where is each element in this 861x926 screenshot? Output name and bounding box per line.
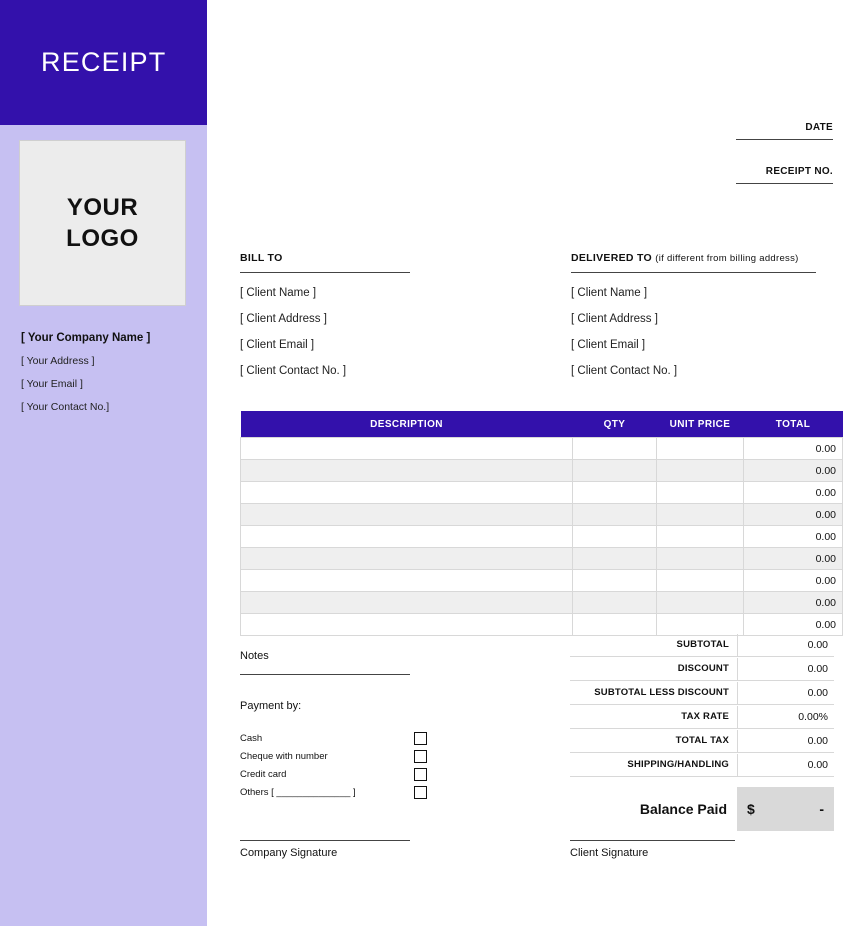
cell-total: 0.00 [744,548,843,570]
totals-label-tax-rate: TAX RATE [681,711,729,722]
cell-description[interactable] [241,592,573,614]
balance-paid-row [570,787,834,831]
cell-qty[interactable] [573,592,657,614]
cell-description[interactable] [241,614,573,636]
cell-total: 0.00 [744,614,843,636]
column-header-description: DESCRIPTION [241,411,573,438]
cell-unit-price[interactable] [657,548,744,570]
balance-paid-value-box [737,787,834,831]
cell-unit-price[interactable] [657,438,744,460]
cell-qty[interactable] [573,482,657,504]
payment-method-title: Payment by: [240,700,302,712]
cell-qty[interactable] [573,570,657,592]
totals-label-total-tax: TOTAL TAX [675,735,729,746]
logo-text [66,192,139,254]
table-header-row [241,411,843,438]
checkbox-icon[interactable] [414,786,427,799]
totals-value-discount[interactable]: 0.00 [737,658,834,680]
cell-description[interactable] [241,482,573,504]
date-field[interactable]: DATE [736,122,833,140]
notes-block[interactable] [240,650,410,675]
payment-option-cheque[interactable] [240,747,427,765]
table-row[interactable] [241,504,843,526]
payment-option-label: Cheque with number [240,750,328,762]
totals-label-discount: DISCOUNT [677,663,729,674]
cell-qty[interactable] [573,548,657,570]
cell-total: 0.00 [744,438,843,460]
cell-description[interactable] [241,570,573,592]
totals-row-discount [570,657,834,681]
totals-label-shipping-handling: SHIPPING/HANDLING [627,759,729,770]
totals-row-tax-rate [570,705,834,729]
cell-unit-price[interactable] [657,460,744,482]
balance-paid-value: - [819,801,824,817]
cell-total: 0.00 [744,570,843,592]
table-row[interactable] [241,482,843,504]
cell-unit-price[interactable] [657,592,744,614]
notes-label: Notes [240,650,410,675]
company-name: [ Your Company Name ] [21,332,151,344]
checkbox-icon[interactable] [414,750,427,763]
bill-to-heading: BILL TO [240,252,410,273]
cell-total: 0.00 [744,504,843,526]
delivered-to-client-name[interactable]: [ Client Name ] [571,287,648,299]
sidebar [0,0,207,926]
cell-qty[interactable] [573,504,657,526]
balance-paid-label: Balance Paid [639,801,727,817]
totals-row-total-tax [570,729,834,753]
cell-description[interactable] [241,460,573,482]
payment-option-label: Cash [240,732,263,744]
payment-option-label: Others [ ______________ ] [240,786,356,798]
table-row[interactable] [241,570,843,592]
cell-total: 0.00 [744,526,843,548]
table-row[interactable] [241,438,843,460]
bill-to-client-address[interactable]: [ Client Address ] [240,313,327,325]
cell-qty[interactable] [573,438,657,460]
totals-value-shipping-handling[interactable]: 0.00 [737,754,834,776]
cell-total: 0.00 [744,460,843,482]
balance-currency-symbol: $ [747,801,755,817]
receipt-number-field[interactable]: RECEIPT NO. [736,166,833,184]
totals-value-subtotal: 0.00 [737,634,834,656]
client-signature-line[interactable]: Client Signature [570,840,735,859]
bill-to-client-name[interactable]: [ Client Name ] [240,287,317,299]
cell-description[interactable] [241,504,573,526]
company-signature-line[interactable]: Company Signature [240,840,410,859]
cell-qty[interactable] [573,526,657,548]
delivered-to-client-email[interactable]: [ Client Email ] [571,339,646,351]
logo-placeholder[interactable] [19,140,186,306]
delivered-to-client-contact[interactable]: [ Client Contact No. ] [571,365,678,377]
company-contact: [ Your Contact No.] [21,401,110,413]
payment-option-cash[interactable] [240,729,427,747]
column-header-total: TOTAL [744,411,843,438]
column-header-unit-price: UNIT PRICE [657,411,744,438]
payment-method-block [240,700,440,801]
page-title: RECEIPT [41,47,167,77]
totals-label-subtotal: SUBTOTAL [676,639,729,650]
bill-to-client-contact[interactable]: [ Client Contact No. ] [240,365,347,377]
checkbox-icon[interactable] [414,768,427,781]
delivered-to-client-address[interactable]: [ Client Address ] [571,313,658,325]
cell-description[interactable] [241,526,573,548]
bill-to-client-email[interactable]: [ Client Email ] [240,339,315,351]
sidebar-header-banner [0,0,207,125]
logo-text-line1: YOUR [66,193,139,221]
cell-description[interactable] [241,438,573,460]
column-header-qty: QTY [573,411,657,438]
delivered-to-heading [571,252,816,273]
line-items-table [240,411,843,636]
totals-value-total-tax: 0.00 [737,730,834,752]
bill-to-block [240,252,410,377]
totals-row-subtotal-less-discount [570,681,834,705]
cell-total: 0.00 [744,482,843,504]
payment-option-credit-card[interactable] [240,765,427,783]
delivered-to-note: (if different from billing address) [655,253,799,264]
table-row[interactable] [241,526,843,548]
totals-section [570,633,834,831]
cell-qty[interactable] [573,460,657,482]
delivered-to-heading-text: DELIVERED TO [571,252,653,264]
cell-unit-price[interactable] [657,526,744,548]
totals-value-tax-rate[interactable]: 0.00% [737,706,834,728]
table-row[interactable] [241,460,843,482]
receipt-body [207,0,861,926]
cell-unit-price[interactable] [657,504,744,526]
totals-value-subtotal-less-discount: 0.00 [737,682,834,704]
cell-unit-price[interactable] [657,482,744,504]
cell-total: 0.00 [744,592,843,614]
checkbox-icon[interactable] [414,732,427,745]
payment-option-label: Credit card [240,768,287,780]
table-row[interactable] [241,548,843,570]
payment-option-others[interactable] [240,783,427,801]
company-address: [ Your Address ] [21,355,95,367]
totals-row-shipping-handling [570,753,834,777]
totals-row-subtotal [570,633,834,657]
company-info-block [21,332,201,424]
totals-label-subtotal-less-discount: SUBTOTAL LESS DISCOUNT [594,687,729,698]
table-row[interactable] [241,592,843,614]
cell-unit-price[interactable] [657,570,744,592]
delivered-to-block [571,252,816,377]
company-email: [ Your Email ] [21,378,83,390]
logo-text-line2: LOGO [66,225,139,252]
cell-description[interactable] [241,548,573,570]
